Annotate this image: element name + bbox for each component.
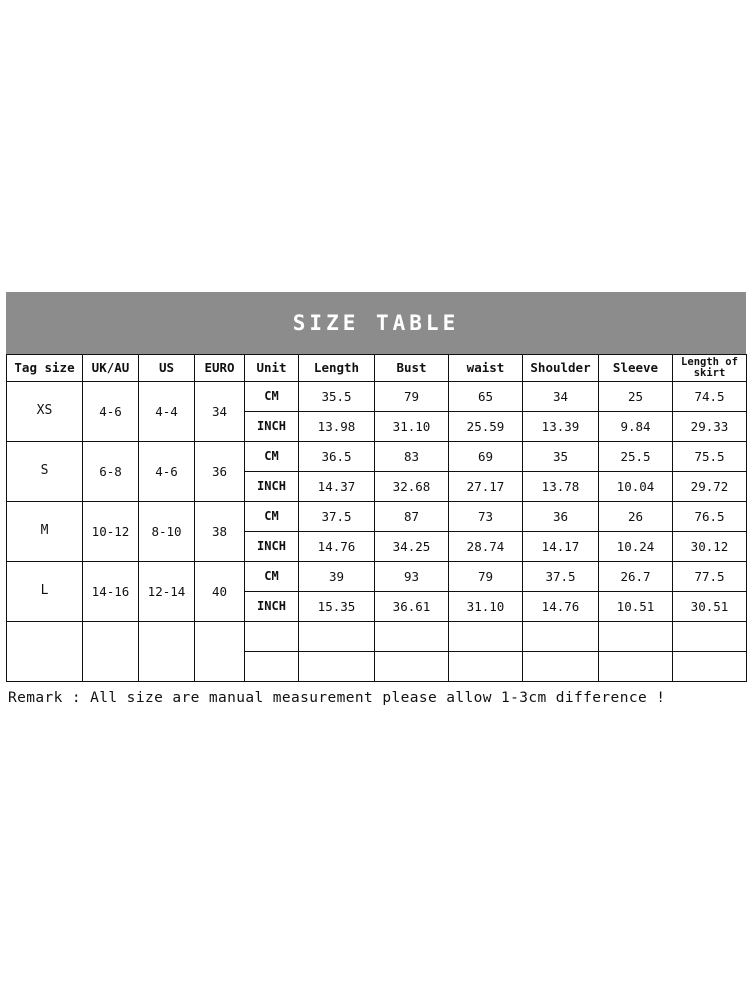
cell-us: 12-14: [139, 562, 195, 622]
size-table: [6, 354, 747, 682]
cell-shoulder: 14.17: [523, 532, 599, 562]
column-header-length-of-skirt: Length of skirt: [673, 355, 747, 382]
cell-bust: 32.68: [375, 472, 449, 502]
cell-waist: 65: [449, 382, 523, 412]
table-header-row: [7, 355, 747, 382]
cell-shoulder: [523, 652, 599, 682]
cell-length: [299, 622, 375, 652]
cell-waist: 27.17: [449, 472, 523, 502]
cell-length: 39: [299, 562, 375, 592]
cell-shoulder: 13.39: [523, 412, 599, 442]
cell-tag-size: L: [7, 562, 83, 622]
cell-tag-size: XS: [7, 382, 83, 442]
table-row: [7, 502, 747, 532]
cell-us: 8-10: [139, 502, 195, 562]
table-row: [7, 562, 747, 592]
size-table-block: [6, 292, 746, 682]
cell-us: 4-6: [139, 442, 195, 502]
cell-us: [139, 622, 195, 682]
page-title: SIZE TABLE: [292, 311, 460, 335]
table-row: [7, 442, 747, 472]
cell-bust: 31.10: [375, 412, 449, 442]
cell-skirt-length: 76.5: [673, 502, 747, 532]
cell-unit: INCH: [245, 412, 299, 442]
cell-sleeve: 25.5: [599, 442, 673, 472]
cell-unit: CM: [245, 502, 299, 532]
cell-bust: [375, 652, 449, 682]
cell-skirt-length: [673, 652, 747, 682]
column-header-tag-size: Tag size: [7, 355, 83, 382]
cell-waist: 73: [449, 502, 523, 532]
cell-length: 35.5: [299, 382, 375, 412]
cell-shoulder: 36: [523, 502, 599, 532]
cell-bust: [375, 622, 449, 652]
cell-bust: 34.25: [375, 532, 449, 562]
size-table-title-bar: [6, 292, 746, 354]
cell-skirt-length: 30.12: [673, 532, 747, 562]
cell-shoulder: 37.5: [523, 562, 599, 592]
cell-shoulder: 34: [523, 382, 599, 412]
cell-skirt-length: 75.5: [673, 442, 747, 472]
cell-sleeve: 10.24: [599, 532, 673, 562]
cell-shoulder: 13.78: [523, 472, 599, 502]
cell-unit: INCH: [245, 472, 299, 502]
cell-length: 14.76: [299, 532, 375, 562]
cell-length: 14.37: [299, 472, 375, 502]
cell-waist: 69: [449, 442, 523, 472]
cell-sleeve: 26.7: [599, 562, 673, 592]
cell-unit: [245, 652, 299, 682]
cell-tag-size: [7, 622, 83, 682]
column-header-us: US: [139, 355, 195, 382]
cell-euro: 40: [195, 562, 245, 622]
cell-waist: 79: [449, 562, 523, 592]
cell-us: 4-4: [139, 382, 195, 442]
column-header-length: Length: [299, 355, 375, 382]
cell-length: [299, 652, 375, 682]
cell-euro: 38: [195, 502, 245, 562]
column-header-bust: Bust: [375, 355, 449, 382]
cell-euro: [195, 622, 245, 682]
cell-sleeve: 10.51: [599, 592, 673, 622]
cell-skirt-length: 30.51: [673, 592, 747, 622]
cell-uk-au: 10-12: [83, 502, 139, 562]
cell-waist: 28.74: [449, 532, 523, 562]
cell-bust: 36.61: [375, 592, 449, 622]
cell-skirt-length: 77.5: [673, 562, 747, 592]
column-header-unit: Unit: [245, 355, 299, 382]
cell-sleeve: 26: [599, 502, 673, 532]
cell-unit: INCH: [245, 532, 299, 562]
column-header-euro: EURO: [195, 355, 245, 382]
cell-shoulder: 35: [523, 442, 599, 472]
cell-uk-au: 14-16: [83, 562, 139, 622]
column-header-uk-au: UK/AU: [83, 355, 139, 382]
cell-waist: [449, 652, 523, 682]
cell-skirt-length: [673, 622, 747, 652]
cell-unit: [245, 622, 299, 652]
cell-length: 13.98: [299, 412, 375, 442]
cell-shoulder: 14.76: [523, 592, 599, 622]
cell-waist: 25.59: [449, 412, 523, 442]
cell-length: 37.5: [299, 502, 375, 532]
column-header-sleeve: Sleeve: [599, 355, 673, 382]
column-header-shoulder: Shoulder: [523, 355, 599, 382]
table-row: [7, 382, 747, 412]
cell-sleeve: 25: [599, 382, 673, 412]
cell-length: 36.5: [299, 442, 375, 472]
cell-sleeve: 9.84: [599, 412, 673, 442]
cell-bust: 79: [375, 382, 449, 412]
cell-skirt-length: 29.72: [673, 472, 747, 502]
cell-euro: 36: [195, 442, 245, 502]
cell-length: 15.35: [299, 592, 375, 622]
cell-bust: 93: [375, 562, 449, 592]
cell-bust: 83: [375, 442, 449, 472]
cell-sleeve: [599, 622, 673, 652]
cell-uk-au: 4-6: [83, 382, 139, 442]
cell-tag-size: S: [7, 442, 83, 502]
cell-waist: [449, 622, 523, 652]
cell-sleeve: [599, 652, 673, 682]
cell-shoulder: [523, 622, 599, 652]
column-header-waist: waist: [449, 355, 523, 382]
cell-unit: CM: [245, 382, 299, 412]
cell-unit: CM: [245, 442, 299, 472]
cell-euro: 34: [195, 382, 245, 442]
cell-unit: INCH: [245, 592, 299, 622]
cell-sleeve: 10.04: [599, 472, 673, 502]
cell-bust: 87: [375, 502, 449, 532]
cell-skirt-length: 74.5: [673, 382, 747, 412]
cell-uk-au: [83, 622, 139, 682]
cell-uk-au: 6-8: [83, 442, 139, 502]
cell-skirt-length: 29.33: [673, 412, 747, 442]
cell-waist: 31.10: [449, 592, 523, 622]
cell-unit: CM: [245, 562, 299, 592]
table-row: [7, 622, 747, 652]
remark-text: Remark : All size are manual measurement please allow 1-3cm difference !: [8, 690, 666, 706]
cell-tag-size: M: [7, 502, 83, 562]
